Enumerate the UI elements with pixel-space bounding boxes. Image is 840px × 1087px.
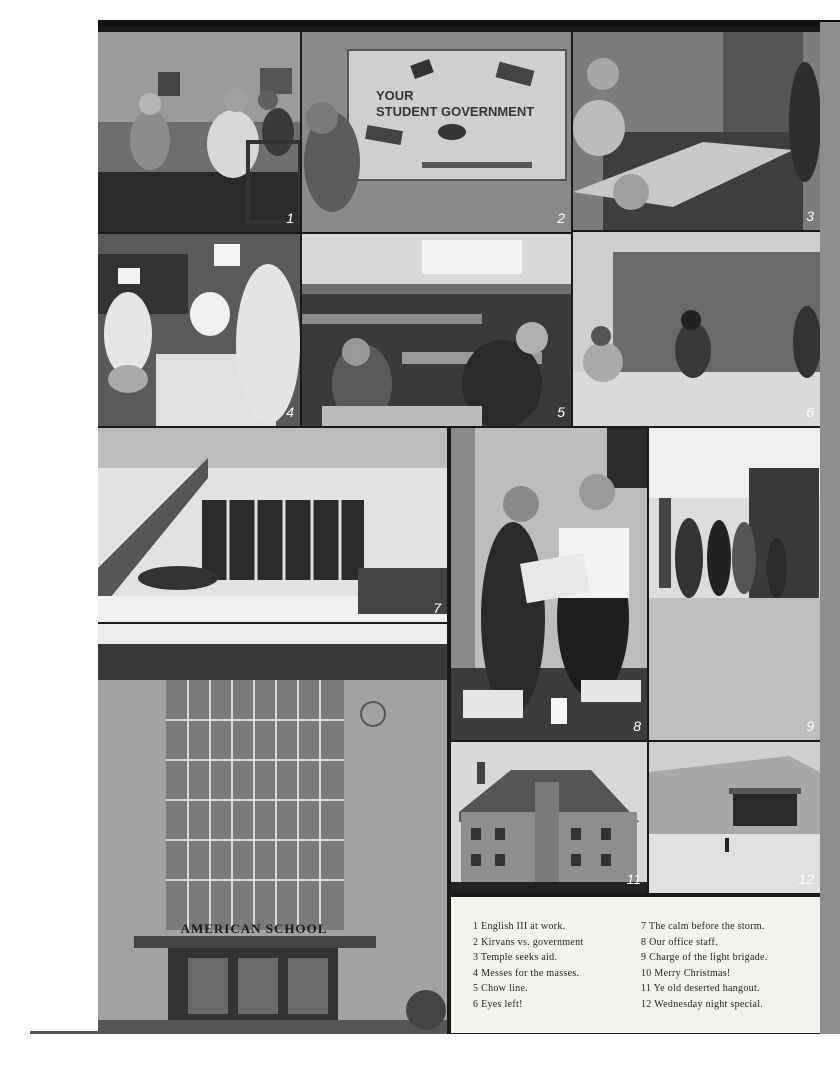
caption-item: 5 Chow line. (473, 983, 528, 994)
caption-item: 1 English III at work. (473, 921, 566, 932)
photo-street-crowd (649, 428, 820, 740)
photo-number: 3 (806, 208, 814, 224)
photo-number: 4 (286, 404, 294, 420)
facing-page-edge (820, 22, 840, 1034)
photo-number: 9 (806, 718, 814, 734)
photo-number: 1 (286, 210, 294, 226)
caption-column-right (641, 919, 768, 1012)
caption-item: 8 Our office staff. (641, 936, 718, 948)
caption-item: 11 Ye old deserted hangout. (641, 983, 760, 994)
caption-column-left (473, 919, 584, 1012)
photo-booth (573, 232, 820, 426)
photo-desk (573, 32, 820, 230)
photo-poster (302, 32, 571, 232)
photo-lobby (98, 428, 447, 622)
poster-line-1: YOUR (376, 88, 414, 103)
building-sign: AMERICAN SCHOOL (180, 921, 328, 936)
photo-number: 11 (626, 871, 641, 887)
caption-item: 4 Messes for the masses. (473, 967, 580, 979)
photo-hall-building (649, 742, 820, 893)
photo-kitchen (98, 234, 300, 426)
photo-english-class (98, 32, 300, 232)
photo-number: 12 (798, 871, 814, 887)
photo-number: 7 (433, 600, 441, 616)
caption-item: 9 Charge of the light brigade. (641, 952, 768, 963)
caption-item: 7 The calm before the storm. (641, 921, 765, 932)
caption-item: 2 Kirvans vs. government (473, 936, 584, 948)
page-top-edge (98, 20, 840, 26)
caption-item: 6 Eyes left! (473, 998, 523, 1010)
page-shadow-line (30, 1031, 100, 1034)
caption-item: 3 Temple seeks aid. (473, 952, 558, 963)
caption-item: 12 Wednesday night special. (641, 998, 764, 1010)
photo-number: 2 (557, 210, 565, 226)
photo-old-house (451, 742, 647, 893)
photo-office-staff (451, 428, 647, 740)
photo-number: 8 (633, 718, 641, 734)
caption-box (451, 897, 820, 1033)
poster-text (376, 88, 534, 120)
photo-number: 6 (806, 404, 814, 420)
photo-number: 5 (557, 404, 565, 420)
poster-line-2: STUDENT GOVERNMENT (376, 104, 535, 119)
photo-school-entrance (98, 624, 447, 1034)
photo-cafeteria (302, 234, 571, 426)
caption-item: 10 Merry Christmas! (641, 967, 731, 979)
